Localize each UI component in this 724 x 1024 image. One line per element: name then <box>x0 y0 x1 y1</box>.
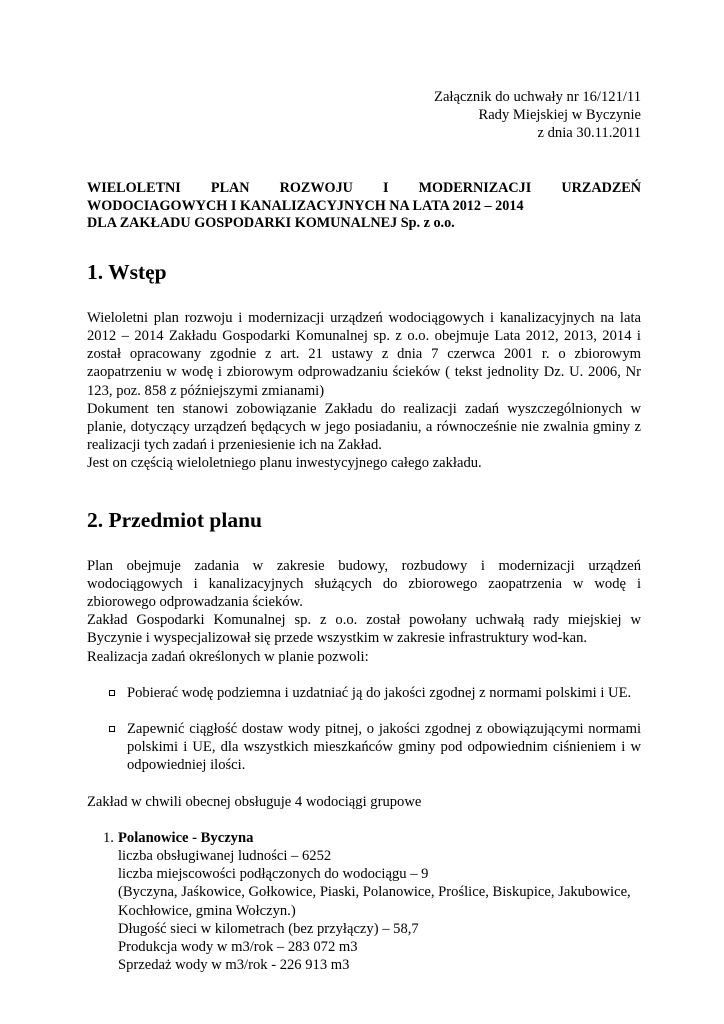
water-systems-list <box>87 829 641 975</box>
detail-line: Długość sieci w kilometrach (bez przyłączy) – 58,7 <box>118 920 419 937</box>
attachment-note <box>87 88 641 142</box>
water-system-name: Polanowice - Byczyna <box>118 829 254 846</box>
detail-line: (Byczyna, Jaśkowice, Gołkowice, Piaski, Polanowice, Proślice, Biskupice, Jakubowice, Kochłowice, gmina Wołczyn.) <box>118 884 631 919</box>
checkbox-bullet-icon <box>109 690 115 696</box>
detail-line: Sprzedaż wody w m3/rok - 226 913 m3 <box>118 957 350 974</box>
section-heading: 1. Wstęp <box>87 259 167 284</box>
detail-line: Produkcja wody w m3/rok – 283 072 m3 <box>118 939 358 956</box>
document-title <box>87 180 641 233</box>
list-item-text: Pobierać wodę podziemna i uzdatniać ją do jakości zgodnej z normami polskimi i UE. <box>127 684 632 701</box>
paragraph: Wieloletni plan rozwoju i modernizacji urządzeń wodociągowych i kanalizacyjnych na lata 2012 – 2014 Zakładu Gospodarki Komunalnej sp. z o.o. obejmuje Lata 2012, 2013, 2014 i został opracowany zgodnie z art. 21 ustawy z dnia 7 czerwca 2001 r. o zbiorowym zaopatrzeniu w wodę i zbiorowym odprowadzaniu ścieków ( tekst jednolity Dz. U. 2006, Nr 123, poz. 858 z późniejszymi zmianami) <box>87 309 641 399</box>
item-number: 1. <box>103 829 114 846</box>
paragraph: Jest on częścią wieloletniego planu inwestycyjnego całego zakładu. <box>87 455 482 472</box>
paragraph: Dokument ten stanowi zobowiązanie Zakładu do realizacji zadań wyszczególnionych w planie, dotyczący urządzeń będących w jego posiadaniu, a równocześnie nie zwalnia gminy z realizacji tych zadań i przeniesienie ich na Zakład. <box>87 400 641 454</box>
title-line: WIELOLETNI PLAN ROZWOJU I MODERNIZACJI URZADZEŃ <box>87 180 641 196</box>
section-introduction <box>87 259 641 473</box>
paragraph: Realizacja zadań określonych w planie pozwoli: <box>87 648 369 665</box>
list-item <box>87 720 641 775</box>
title-line: DLA ZAKŁADU GOSPODARKI KOMUNALNEJ Sp. z o.o. <box>87 215 455 232</box>
attachment-line: Rady Miejskiej w Byczynie <box>478 107 641 123</box>
section-heading: 2. Przedmiot planu <box>87 507 262 532</box>
detail-line: liczba miejscowości podłączonych do wodociągu – 9 <box>118 866 429 883</box>
detail-line: liczba obsługiwanej ludności – 6252 <box>118 848 332 865</box>
list-item <box>87 684 641 702</box>
goals-list <box>87 684 641 775</box>
title-line: WODOCIAGOWYCH I KANALIZACYJNYCH NA LATA 2012 – 2014 <box>87 197 524 214</box>
attachment-line: Załącznik do uchwały nr 16/121/11 <box>434 89 641 105</box>
paragraph: Zakład w chwili obecnej obsługuje 4 wodociągi grupowe <box>87 793 422 810</box>
paragraph: Plan obejmuje zadania w zakresie budowy, rozbudowy i modernizacji urządzeń wodociągowych i kanalizacyjnych służących do zbiorowego zaopatrzenia w wodę i zbiorowego odprowadzania ścieków. <box>87 557 641 611</box>
checkbox-bullet-icon <box>109 726 115 732</box>
list-item-text: Zapewnić ciągłość dostaw wody pitnej, o jakości zgodnej z obowiązującymi normami polskimi i UE, dla wszystkich mieszkańców gminy pod odpowiednim ciśnieniem i w odpowiedniej ilości. <box>127 721 641 774</box>
water-system-item <box>87 829 641 975</box>
attachment-line: z dnia 30.11.2011 <box>537 125 641 141</box>
paragraph: Zakład Gospodarki Komunalnej sp. z o.o. został powołany uchwałą rady miejskiej w Byczynie i wyspecjalizował się przede wszystkim w zakresie infrastruktury wod-kan. <box>87 612 641 647</box>
section-subject <box>87 507 641 975</box>
